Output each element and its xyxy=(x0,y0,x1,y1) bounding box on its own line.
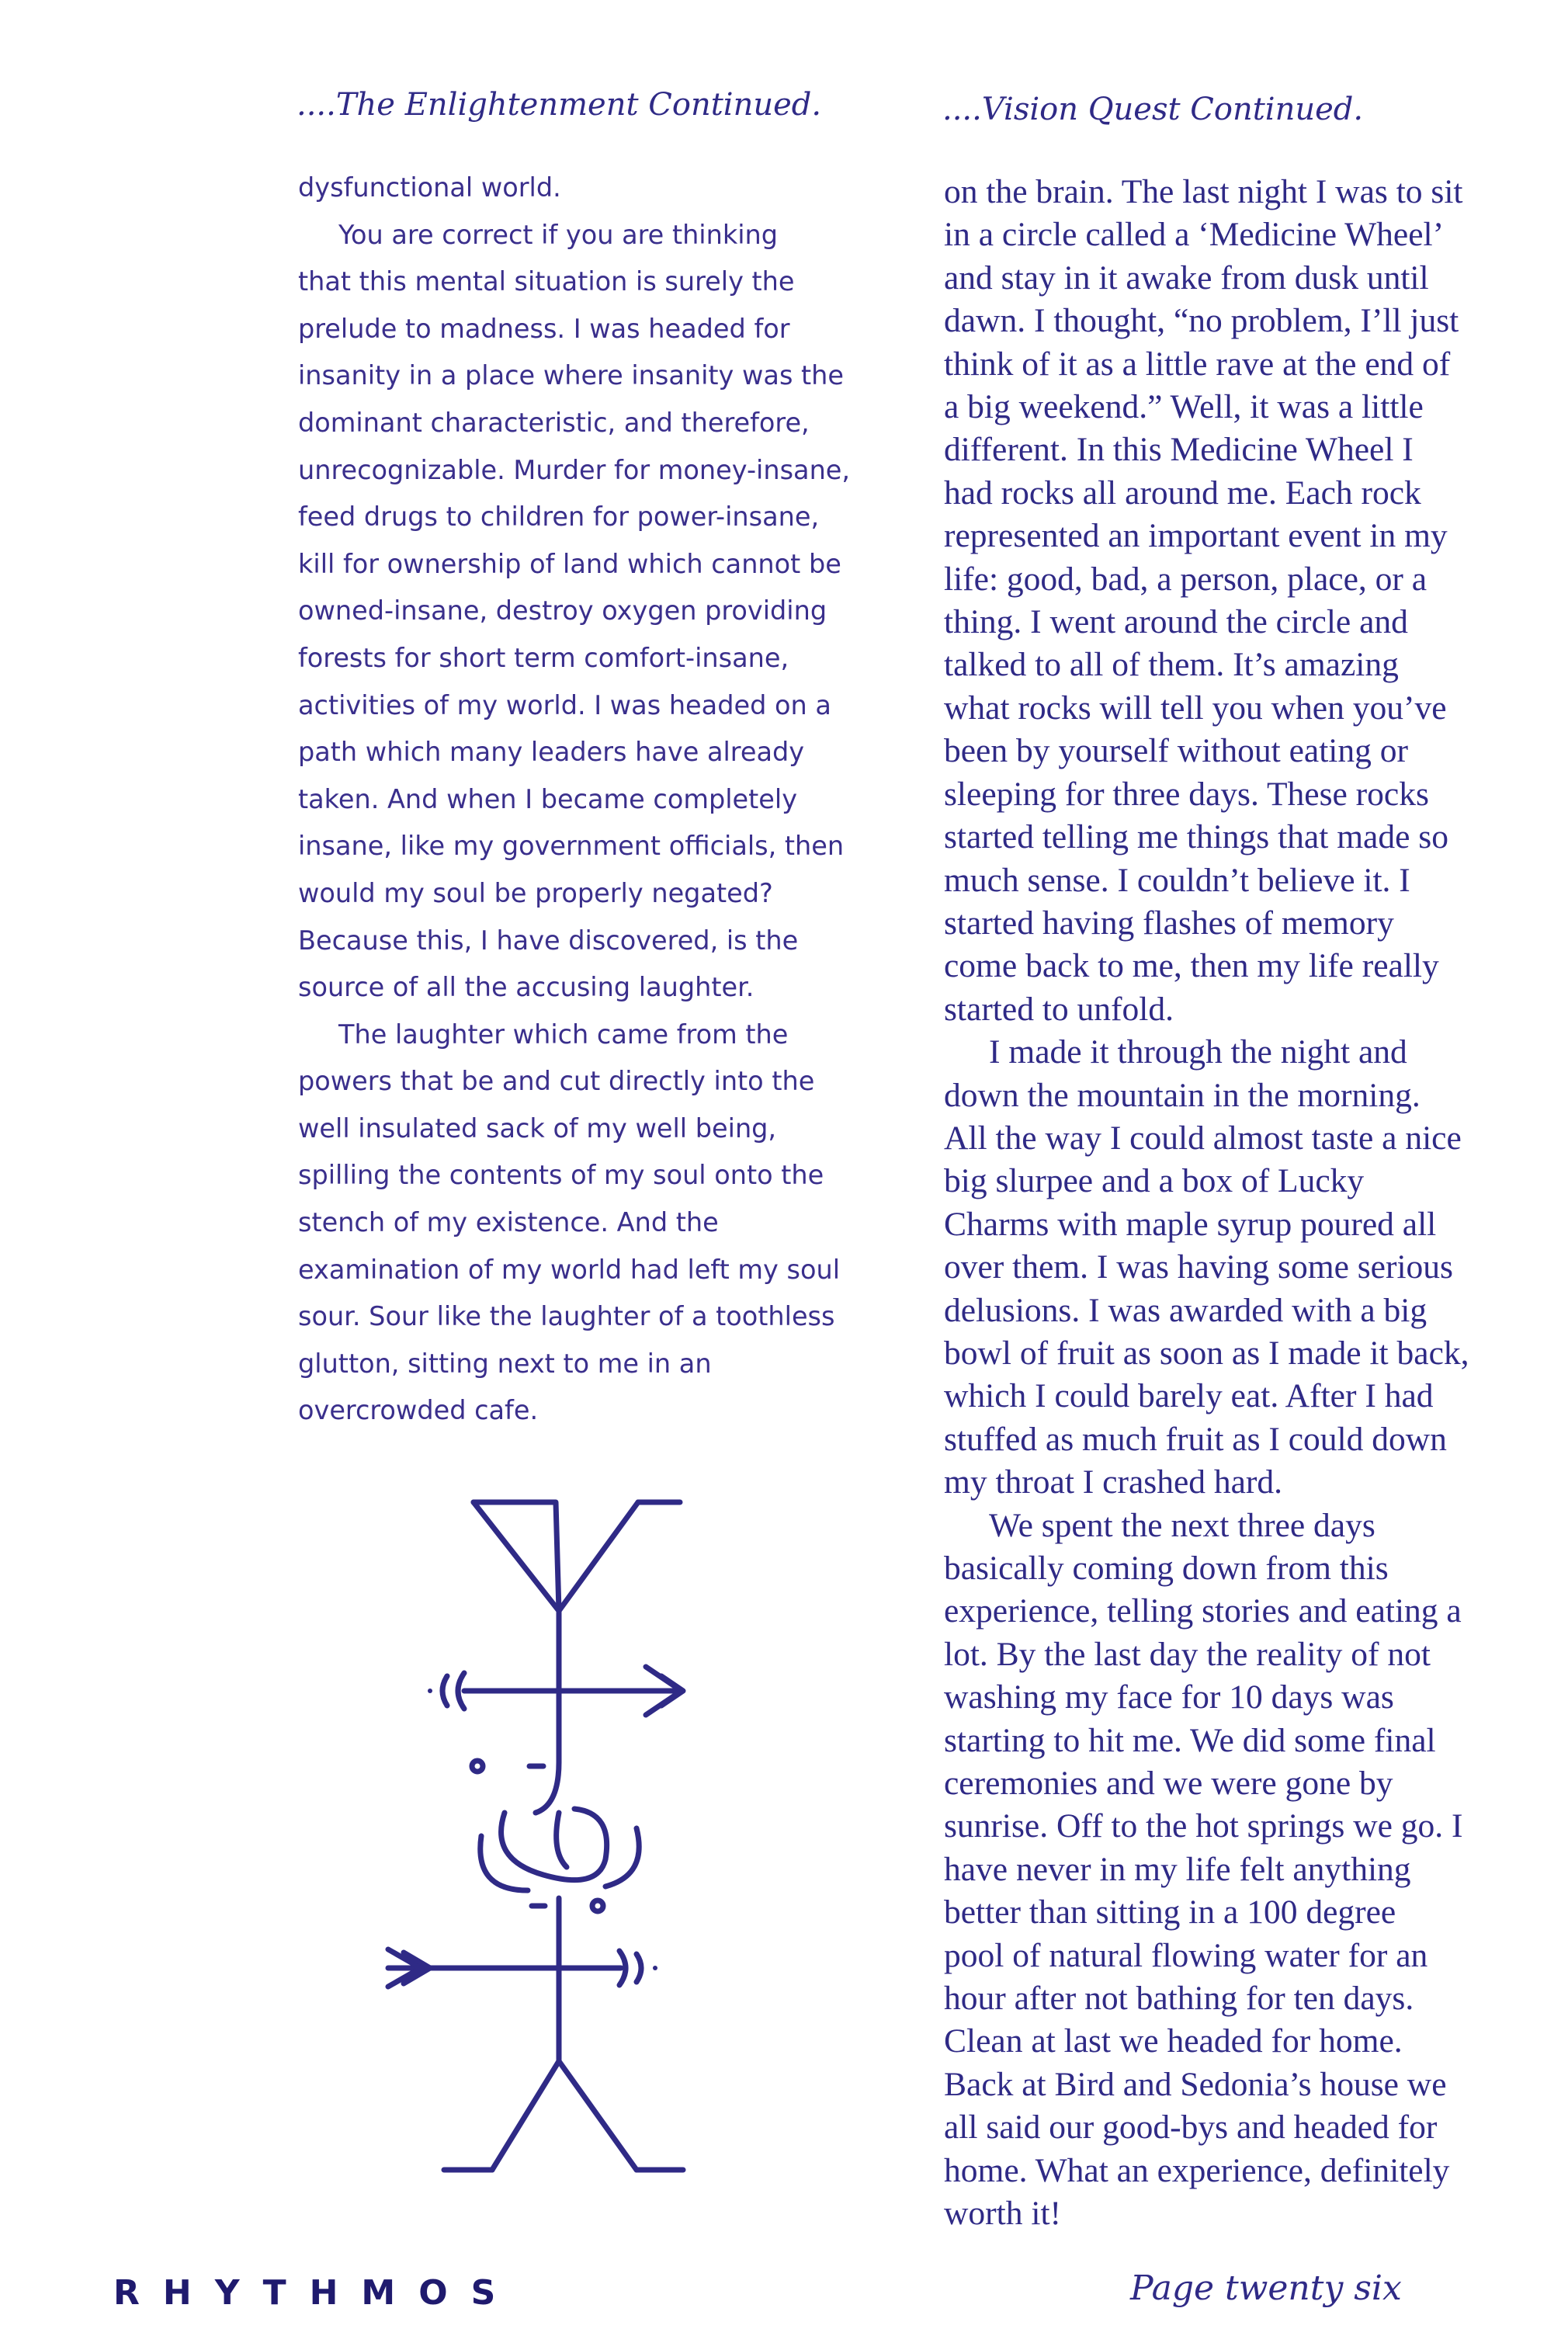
text-line: been by yourself without eating or xyxy=(944,732,1408,770)
text-line: life: good, bad, a person, place, or a xyxy=(944,560,1428,598)
text-line: well insulated sack of my well being, xyxy=(298,1112,777,1144)
left-column-header: ....The Enlightenment Continued. xyxy=(297,87,822,123)
text-line: bowl of fruit as soon as I made it back, xyxy=(944,1334,1469,1372)
text-line: dysfunctional world. xyxy=(298,172,561,203)
text-line: think of it as a little rave at the end of xyxy=(944,345,1451,383)
text-line: talked to all of them. It’s amazing xyxy=(944,646,1399,684)
text-line: delusions. I was awarded with a big xyxy=(944,1291,1428,1329)
text-line: powers that be and cut directly into the xyxy=(298,1066,815,1097)
text-line: All the way I could almost taste a nice xyxy=(944,1119,1462,1157)
text-line: ceremonies and we were gone by xyxy=(944,1765,1393,1803)
text-line: my throat I crashed hard. xyxy=(944,1463,1283,1501)
magazine-logo: RHYTHMOS xyxy=(113,2273,519,2313)
text-line: I made it through the night and xyxy=(989,1033,1407,1071)
text-line: spilling the contents of my soul onto the xyxy=(298,1160,824,1191)
text-line: examination of my world had left my soul xyxy=(298,1254,841,1285)
text-line: feed drugs to children for power-insane, xyxy=(298,502,820,533)
text-line: over them. I was having some serious xyxy=(944,1248,1453,1286)
text-line: activities of my world. I was headed on a xyxy=(298,689,831,720)
text-line: worth it! xyxy=(944,2195,1062,2233)
page-number: Page twenty six xyxy=(1130,2268,1402,2308)
text-line: The laughter which came from the xyxy=(338,1019,789,1050)
text-line: path which many leaders have already xyxy=(298,737,805,768)
text-line: pool of natural flowing water for an xyxy=(944,1936,1428,1974)
left-column-text xyxy=(298,165,857,1435)
text-line: Back at Bird and Sedonia’s house we xyxy=(944,2065,1447,2103)
text-line: Clean at last we headed for home. xyxy=(944,2022,1403,2060)
text-line: in a circle called a ‘Medicine Wheel’ xyxy=(944,216,1445,254)
text-line: hour after not bathing for ten days. xyxy=(944,1980,1414,2018)
text-line: unrecognizable. Murder for money-insane, xyxy=(298,454,851,485)
text-line: lot. By the last day the reality of not xyxy=(944,1635,1431,1673)
text-line: a big weekend.” Well, it was a little xyxy=(944,388,1424,426)
text-line: which I could barely eat. After I had xyxy=(944,1377,1434,1415)
text-line: much sense. I couldn’t believe it. I xyxy=(944,861,1410,899)
text-line: prelude to madness. I was headed for xyxy=(298,313,790,344)
text-line: forests for short term comfort-insane, xyxy=(298,642,789,673)
text-line: washing my face for 10 days was xyxy=(944,1678,1394,1716)
text-line: started having flashes of memory xyxy=(944,904,1394,942)
text-line: taken. And when I became completely xyxy=(298,783,798,814)
text-line: You are correct if you are thinking xyxy=(338,219,779,250)
text-line: all said our good-bys and headed for xyxy=(944,2109,1438,2147)
text-line: owned-insane, destroy oxygen providing xyxy=(298,595,827,627)
text-line: source of all the accusing laughter. xyxy=(298,972,755,1003)
text-line: Charms with maple syrup poured all xyxy=(944,1205,1437,1243)
text-line: different. In this Medicine Wheel I xyxy=(944,431,1414,469)
text-line: represented an important event in my xyxy=(944,517,1448,555)
text-line: glutton, sitting next to me in an xyxy=(298,1348,712,1379)
text-line: basically coming down from this xyxy=(944,1550,1389,1587)
text-line: dawn. I thought, “no problem, I’ll just xyxy=(944,302,1459,340)
text-line: We spent the next three days xyxy=(989,1506,1375,1544)
text-line: experience, telling stories and eating a xyxy=(944,1592,1462,1630)
stick-figure-icon xyxy=(373,1487,714,2185)
text-line: sour. Sour like the laughter of a toothless xyxy=(298,1301,835,1332)
text-line: come back to me, then my life really xyxy=(944,947,1439,985)
text-line: would my soul be properly negated? xyxy=(298,877,773,908)
text-line: sleeping for three days. These rocks xyxy=(944,775,1429,813)
text-line: down the mountain in the morning. xyxy=(944,1076,1421,1114)
text-line: started telling me things that made so xyxy=(944,818,1448,856)
right-column-header: ....Vision Quest Continued. xyxy=(942,92,1364,127)
text-line: starting to hit me. We did some final xyxy=(944,1721,1436,1759)
right-column-text xyxy=(944,171,1518,2236)
text-line: stuffed as much fruit as I could down xyxy=(944,1420,1447,1458)
text-line: Because this, I have discovered, is the xyxy=(298,925,799,956)
text-line: that this mental situation is surely the xyxy=(298,266,795,297)
text-line: on the brain. The last night I was to sit xyxy=(944,173,1463,210)
text-line: started to unfold. xyxy=(944,990,1174,1028)
text-line: what rocks will tell you when you’ve xyxy=(944,689,1447,727)
text-line: overcrowded cafe. xyxy=(298,1395,539,1426)
text-line: home. What an experience, definitely xyxy=(944,2151,1450,2189)
text-line: big slurpee and a box of Lucky xyxy=(944,1162,1365,1200)
text-line: have never in my life felt anything xyxy=(944,1850,1411,1888)
text-line: better than sitting in a 100 degree xyxy=(944,1893,1396,1932)
text-line: and stay in it awake from dusk until xyxy=(944,259,1429,297)
text-line: dominant characteristic, and therefore, xyxy=(298,407,810,438)
text-line: insanity in a place where insanity was the xyxy=(298,360,845,391)
text-line: sunrise. Off to the hot springs we go. I xyxy=(944,1807,1463,1845)
text-line: thing. I went around the circle and xyxy=(944,603,1408,641)
text-line: kill for ownership of land which cannot be xyxy=(298,548,841,579)
text-line: had rocks all around me. Each rock xyxy=(944,474,1421,512)
text-line: stench of my existence. And the xyxy=(298,1207,719,1238)
text-line: insane, like my government officials, then xyxy=(298,831,845,862)
